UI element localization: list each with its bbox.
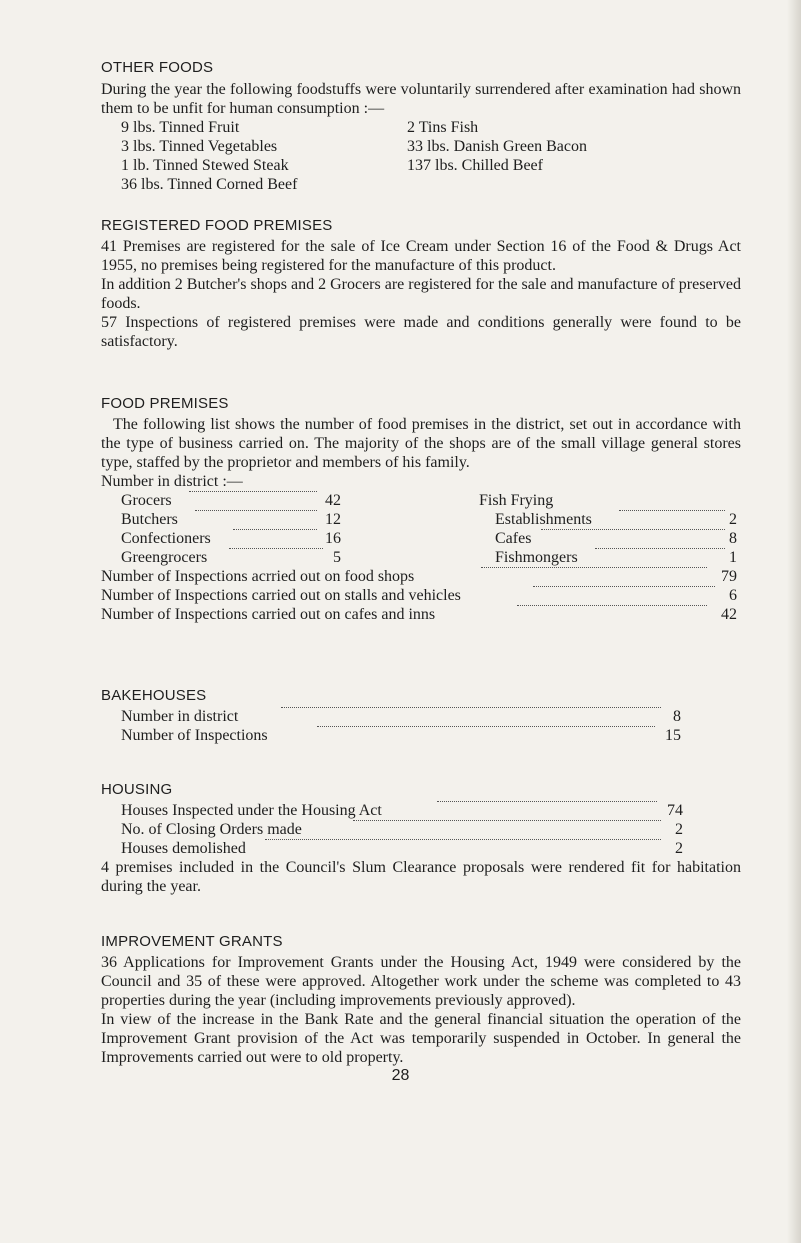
dot-leader [265,839,661,840]
registered-p3: 57 Inspections of registered premises were made and conditions generally were found to be satisfactory. [101,314,741,350]
inspection-label: Number of Inspections acrried out on food shops [101,568,415,585]
dot-leader [437,801,657,802]
bakehouses-section [101,686,741,747]
inspection-value: 42 [721,606,737,623]
dot-leader [481,567,707,568]
improvement-grants-section [101,932,741,1067]
premises-row [121,491,341,510]
premises-value: 42 [325,492,341,509]
housing-label: Houses demolished [121,840,246,857]
food-premises-heading: FOOD PREMISES [101,395,229,412]
premises-value: 2 [729,511,737,528]
premises-label: Establishments [495,511,592,528]
housing-value: 2 [675,821,683,838]
housing-section [101,780,741,896]
premises-label: Grocers [121,492,172,509]
housing-heading: HOUSING [101,781,173,798]
improvement-p2: In view of the increase in the Bank Rate and the general financial situation the operation of the Improvement Grant provision of the Act was temporarily suspended in October. In general the Improvements carried out were to old property. [101,1011,741,1066]
other-foods-list [101,118,741,194]
premises-label: Fish Frying [479,492,554,509]
premises-row [479,548,739,567]
other-foods-item: 137 lbs. Chilled Beef [407,157,543,174]
premises-value: 1 [729,549,737,566]
housing-row [121,820,683,839]
inspection-value: 6 [729,587,737,604]
bakehouse-value: 8 [673,708,681,725]
housing-table [101,801,741,858]
premises-row [121,529,341,548]
inspection-row [101,567,737,586]
bakehouse-row [121,707,681,726]
other-foods-heading: OTHER FOODS [101,59,214,76]
inspection-row [101,605,737,624]
housing-value: 2 [675,840,683,857]
housing-row [121,839,683,858]
registered-premises-heading: REGISTERED FOOD PREMISES [101,217,333,234]
other-foods-item: 1 lb. Tinned Stewed Steak [121,157,289,174]
premises-table [101,491,741,567]
dot-leader [229,548,323,549]
inspections-table [101,567,741,624]
bakehouses-table [101,707,741,747]
inspection-row [101,586,737,605]
food-premises-intro: The following list shows the number of food premises in the district, set out in accordance with the type of business carried on. The majority of the shops are of the small village general stores type, staffed by the proprietor and members of his family. [101,416,741,471]
other-foods-item: 33 lbs. Danish Green Bacon [407,138,587,155]
dot-leader [317,726,655,727]
other-foods-item: 9 lbs. Tinned Fruit [121,119,240,136]
registered-p1: 41 Premises are registered for the sale of Ice Cream under Section 16 of the Food & Drugs Act 1955, no premises being registered for the manufacture of this product. [101,238,741,274]
bakehouses-heading: BAKEHOUSES [101,687,207,704]
dot-leader [233,529,317,530]
premises-value: 12 [325,511,341,528]
district-label: Number in district :— [101,473,243,490]
premises-value: 5 [333,549,341,566]
other-foods-section [101,58,741,194]
premises-value: 8 [729,530,737,547]
bakehouse-row [121,726,681,745]
housing-row [121,801,683,820]
inspection-label: Number of Inspections carried out on cafes and inns [101,606,436,623]
inspection-value: 79 [721,568,737,585]
other-foods-item: 36 lbs. Tinned Corned Beef [121,176,298,193]
premises-row [121,548,341,567]
bakehouse-label: Number in district [121,708,239,725]
premises-label: Greengrocers [121,549,208,566]
premises-label: Butchers [121,511,178,528]
other-foods-item: 3 lbs. Tinned Vegetables [121,138,278,155]
premises-row [121,510,341,529]
other-foods-item: 2 Tins Fish [407,119,479,136]
dot-leader [353,820,661,821]
housing-value: 74 [667,802,683,819]
premises-value: 16 [325,530,341,547]
improvement-p1: 36 Applications for Improvement Grants under the Housing Act, 1949 were considered by the Council and 35 of these were approved. Altogether work under the scheme was completed to 43 properties during the year (including improvements previously approved). [101,954,741,1009]
premises-label: Confectioners [121,530,211,547]
dot-leader [595,548,725,549]
housing-label: Houses Inspected under the Housing Act [121,802,382,819]
bakehouse-value: 15 [665,727,681,744]
dot-leader [189,491,317,492]
improvement-grants-heading: IMPROVEMENT GRANTS [101,933,283,950]
premises-row [479,510,739,529]
food-premises-section [101,394,741,624]
dot-leader [619,510,725,511]
premises-label: Cafes [495,530,532,547]
other-foods-intro: During the year the following foodstuffs were voluntarily surrendered after examination had shown them to be unfit for human consumption :— [101,81,741,117]
housing-note: 4 premises included in the Council's Slum Clearance proposals were rendered fit for habitation during the year. [101,859,741,895]
page-number: 28 [391,1067,410,1084]
housing-label: No. of Closing Orders made [121,821,302,838]
page-edge-shadow [787,0,801,1243]
dot-leader [281,707,661,708]
inspection-label: Number of Inspections carried out on stalls and vehicles [101,587,461,604]
registered-premises-section [101,216,741,351]
premises-label: Fishmongers [495,549,578,566]
registered-p2: In addition 2 Butcher's shops and 2 Grocers are registered for the sale and manufacture of preserved foods. [101,276,741,312]
dot-leader [541,529,725,530]
premises-row [479,491,739,510]
bakehouse-label: Number of Inspections [121,727,268,744]
dot-leader [533,586,715,587]
dot-leader [517,605,707,606]
dot-leader [195,510,317,511]
premises-row [479,529,739,548]
